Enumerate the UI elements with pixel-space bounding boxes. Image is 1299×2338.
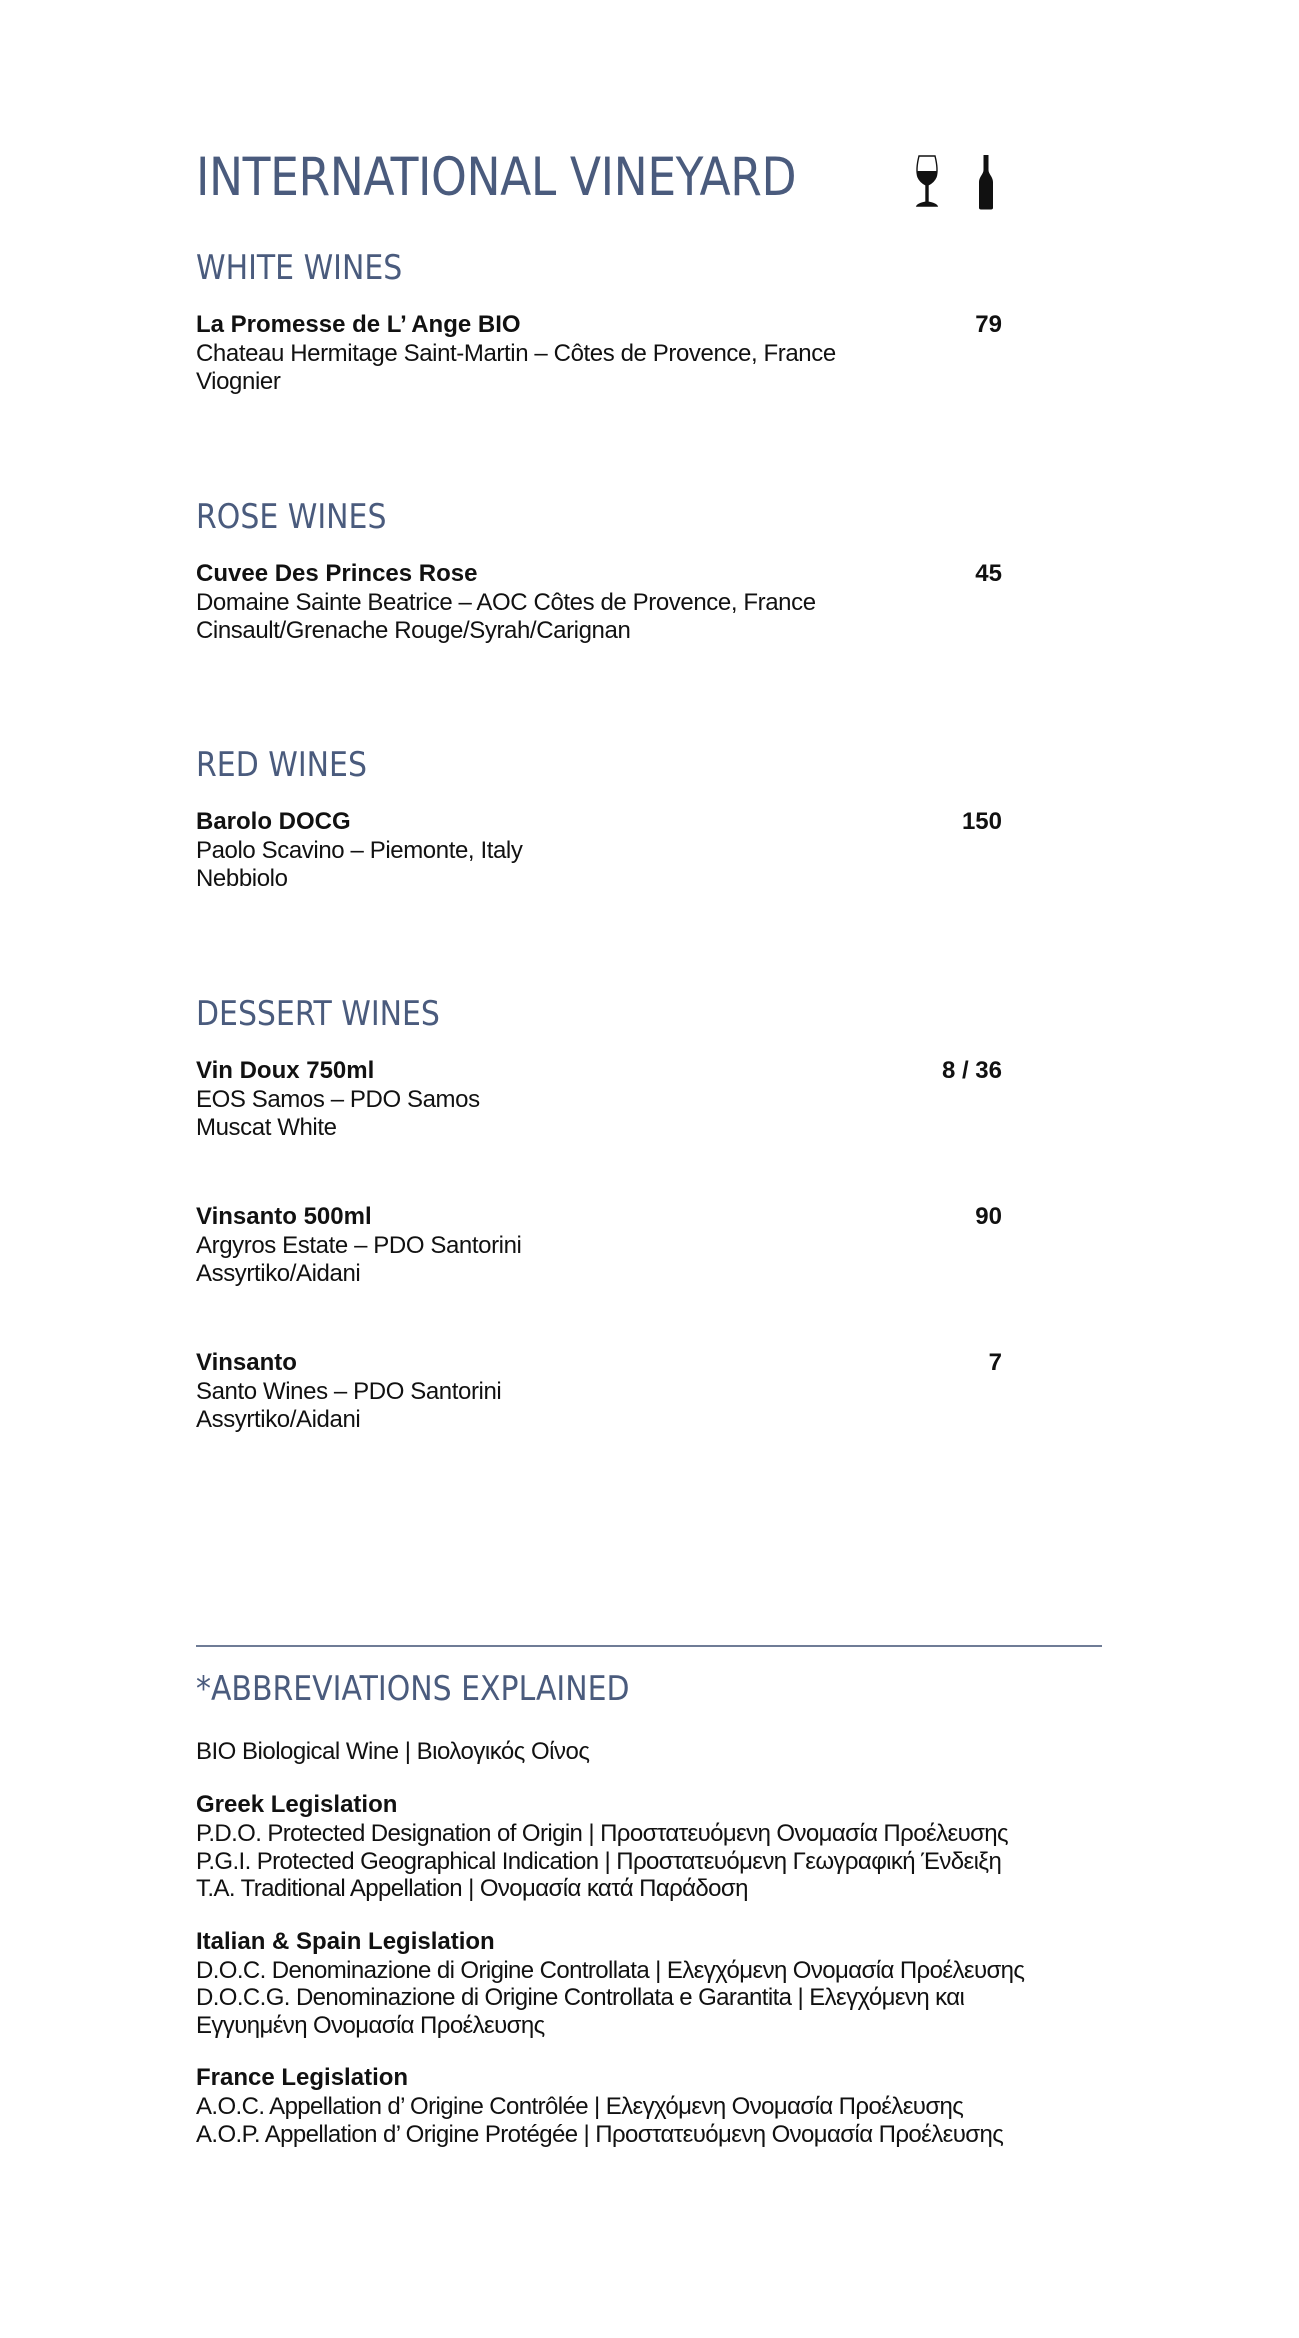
wine-item [196, 310, 1002, 396]
group-title: Italian & Spain Legislation [196, 1927, 495, 1955]
wine-producer: Chateau Hermitage Saint-Martin – Côtes de Provence, France [196, 340, 836, 367]
wine-price: 8 / 36 [941, 1057, 1002, 1084]
abbreviation-line: A.O.C. Appellation d’ Origine Contrôlée | Ελεγχόμενη Ονομασία Προέλευσης [196, 2093, 964, 2120]
wine-item [196, 807, 1002, 893]
wine-producer: Santo Wines – PDO Santorini [196, 1378, 502, 1405]
wine-price: 79 [975, 311, 1002, 338]
section-title: ROSE WINES [196, 497, 387, 537]
wine-bottle-icon [978, 154, 994, 210]
wine-name: La Promesse de L’ Ange BIO [196, 311, 521, 338]
wine-grape: Assyrtiko/Aidani [196, 1260, 361, 1287]
wine-item [196, 1202, 1002, 1288]
wine-item [196, 1056, 1002, 1142]
wine-producer: Argyros Estate – PDO Santorini [196, 1232, 522, 1259]
section-red-wines [196, 745, 1016, 893]
wine-glass-icon [914, 154, 940, 210]
abbreviation-line: T.A. Traditional Appellation | Ονομασία κατά Παράδοση [196, 1875, 748, 1902]
wine-price: 90 [975, 1203, 1002, 1230]
wine-grape: Muscat White [196, 1114, 337, 1141]
abbreviation-line: P.D.O. Protected Designation of Origin | Προστατευόμενη Ονομασία Προέλευσης [196, 1820, 1009, 1847]
group-title: France Legislation [196, 2064, 409, 2091]
abbreviation-group-italian-spain [196, 1927, 1106, 2040]
serving-icons [914, 154, 1014, 212]
section-title: WHITE WINES [196, 248, 403, 288]
section-title: RED WINES [196, 745, 367, 785]
abbreviation-line: A.O.P. Appellation d’ Origine Protégée | Προστατευόμενη Ονομασία Προέλευσης [196, 2120, 1004, 2148]
section-rose-wines [196, 497, 1016, 645]
title-row [196, 146, 1016, 216]
wine-producer: EOS Samos – PDO Samos [196, 1086, 480, 1113]
wine-producer: Domaine Sainte Beatrice – AOC Côtes de Provence, France [196, 589, 816, 616]
wine-price: 45 [975, 560, 1002, 587]
wine-name: Vinsanto 500ml [196, 1203, 372, 1230]
section-dessert-wines [196, 994, 1016, 1434]
abbreviation-line: Εγγυημένη Ονομασία Προέλευσης [196, 2011, 545, 2039]
wine-price: 150 [961, 808, 1002, 835]
abbreviation-line: P.G.I. Protected Geographical Indication | Προστατευόμενη Γεωγραφική Ένδειξη [196, 1847, 1002, 1875]
wine-name: Vinsanto [196, 1349, 297, 1376]
abbreviation-group-france [196, 2063, 1106, 2148]
wine-name: Barolo DOCG [196, 808, 351, 835]
abbreviation-line: D.O.C. Denominazione di Origine Controllata | Ελεγχόμενη Ονομασία Προέλευσης [196, 1956, 1025, 1984]
wine-grape: Cinsault/Grenache Rouge/Syrah/Carignan [196, 617, 631, 644]
page-title: INTERNATIONAL VINEYARD [196, 147, 797, 208]
wine-item [196, 1348, 1002, 1434]
wine-grape: Nebbiolo [196, 865, 288, 892]
wine-grape: Assyrtiko/Aidani [196, 1406, 361, 1433]
wine-name: Cuvee Des Princes Rose [196, 560, 478, 587]
abbreviations-title: *ABBREVIATIONS EXPLAINED [196, 1669, 630, 1709]
wine-name: Vin Doux 750ml [196, 1057, 375, 1084]
section-title: DESSERT WINES [196, 994, 440, 1034]
abbreviation-bio: BIO Biological Wine | Βιολογικός Οίνος [196, 1738, 590, 1765]
abbreviation-group-greek [196, 1790, 1106, 1903]
abbreviation-line: D.O.C.G. Denominazione di Origine Controllata e Garantita | Ελεγχόμενη και [196, 1984, 965, 2011]
group-title: Greek Legislation [196, 1791, 398, 1818]
wine-item [196, 559, 1002, 645]
section-divider [196, 1645, 1102, 1647]
section-white-wines [196, 248, 1016, 396]
abbreviations-section [196, 1668, 1106, 2148]
wine-producer: Paolo Scavino – Piemonte, Italy [196, 837, 523, 864]
wine-price: 7 [988, 1349, 1002, 1376]
wine-grape: Viognier [196, 368, 281, 395]
